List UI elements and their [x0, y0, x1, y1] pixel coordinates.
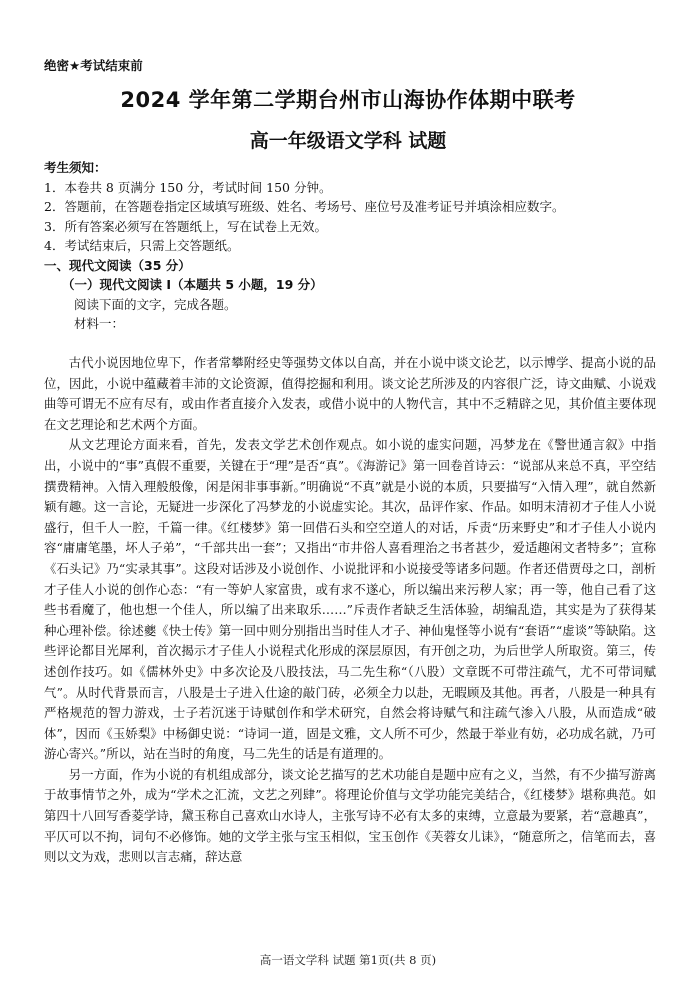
passage-paragraph: 另一方面，作为小说的有机组成部分，谈文论艺描写的艺术功能自是题中应有之义，当然，有不少描写游离于故事情节之外，成为“学术之汇流，文艺之列肆”。将理论价值与文学功能完美结合，《红楼梦》堪称典范。如第四十八回写香菱学诗，黛玉称自己喜欢山水诗人，主张写诗不必有太多的束缚，立意最为要紧，若“意趣真”，平仄可以不拘，词句不必修饰。她的文学主张与宝玉相似，宝玉创作《芙蓉女儿诔》，“随意所之，信笔而去，喜则以文为戏，悲则以言志痛，辞达意	[44, 766, 656, 865]
notice-item: 4．考试结束后，只需上交答题纸。	[44, 238, 240, 253]
exam-subtitle: 高一年级语文学科 试题	[249, 130, 447, 152]
passage-paragraph: 从文艺理论方面来看，首先，发表文学艺术创作观点。如小说的虚实问题，冯梦龙在《警世通言叙》中指出，小说中的“事”真假不重要，关键在于“理”是否“真”。《海游记》第一回卷首诗云：“说部从来总不真，平空结撰费精神。入情入理般般像，闲是闲非事事新。”明确说“不真”就是小说的本质，只要描写“入情入理”，就自然新颖有趣。这一言论，无疑进一步深化了冯梦龙的小说虚实论。其次，品评作家、作品。如明末清初才子佳人小说盛行，但千人一腔，千篇一律。《红楼梦》第一回借石头和空空道人的对话，斥责“历来野史”和才子佳人小说内容“庸庸笔墨，坏人子弟”，“千部共出一套”；又指出“市井俗人喜看理治之书者甚少，爱适趣闲文者特多”；宣称《石头记》乃“实录其事”。这段对话涉及小说创作、小说批评和小说接受等诸多问题。作者还借贾母之口，剖析才子佳人小说的创作心态：“有一等妒人家富贵，或有求不遂心，所以编出来污秽人家；再一等，他自己看了这些书看魔了，他也想一个佳人，所以编了出来取乐……”斥责作者缺乏生活体验，胡编乱造，其实是为了获得某种心理补偿。徐述夔《快士传》第一回中则分别指出当时佳人才子、神仙鬼怪等小说有“套语”“虚谈”等缺陷。这些评论都目光犀利，首次揭示才子佳人小说程式化形成的深层原因，有开创之功，为后世学人所取资。第三，传述创作技巧。如《儒林外史》中多次论及八股技法，马二先生称“（八股）文章既不可带注疏气，尤不可带词赋气”。从时代背景而言，八股是士子进入仕途的敲门砖，必须全力以赴，无暇顾及其他。再者，八股是一种具有严格规范的智力游戏，士子若沉迷于诗赋创作和学术研究，自然会将诗赋气和注疏气渗入八股，从而造成“破体”，因而《玉娇梨》中杨御史说：“诗词一道，固是文雅，文人所不可少，然最于举业有妨，必功成名就，乃可游心寄兴。”所以，站在当时的角度，马二先生的话是有道理的。	[44, 437, 656, 762]
notice-item: 3．所有答案必须写在答题纸上，写在试卷上无效。	[44, 218, 327, 234]
notice-heading: 考生须知：	[44, 160, 107, 175]
reading-instruction: 阅读下面的文字，完成各题。	[74, 296, 237, 312]
section-subheading: （一）现代文阅读 I（本题共 5 小题，19 分）	[62, 277, 323, 292]
reading-passage	[44, 353, 656, 868]
candidate-notice	[44, 158, 664, 334]
notice-item: 1．本卷共 8 页满分 150 分，考试时间 150 分钟。	[44, 179, 332, 195]
material-label: 材料一：	[74, 316, 125, 331]
section-heading: 一、现代文阅读（35 分）	[44, 257, 191, 273]
confidential-label: 绝密★考试结束前	[44, 58, 143, 73]
page-footer: 高一语文学科 试题 第1页(共 8 页)	[259, 953, 437, 967]
notice-item: 2．答题前，在答题卷指定区域填写班级、姓名、考场号、座位号及准考证号并填涂相应数字。	[44, 199, 565, 214]
passage-paragraph: 古代小说因地位卑下，作者常攀附经史等强势文体以自高，并在小说中谈文论艺，以示博学、提高小说的品位，因此，小说中蕴藏着丰沛的文论资源，值得挖掘和利用。谈文论艺所涉及的内容很广泛，诗文曲赋、小说戏曲等可谓无不应有尽有，或由作者直接介入发表，或借小说中的人物代言，其中不乏精辟之见，其价值主要体现在文艺理论和艺术两个方面。	[44, 355, 656, 432]
exam-title: 2024 学年第二学期台州市山海协作体期中联考	[120, 88, 576, 112]
